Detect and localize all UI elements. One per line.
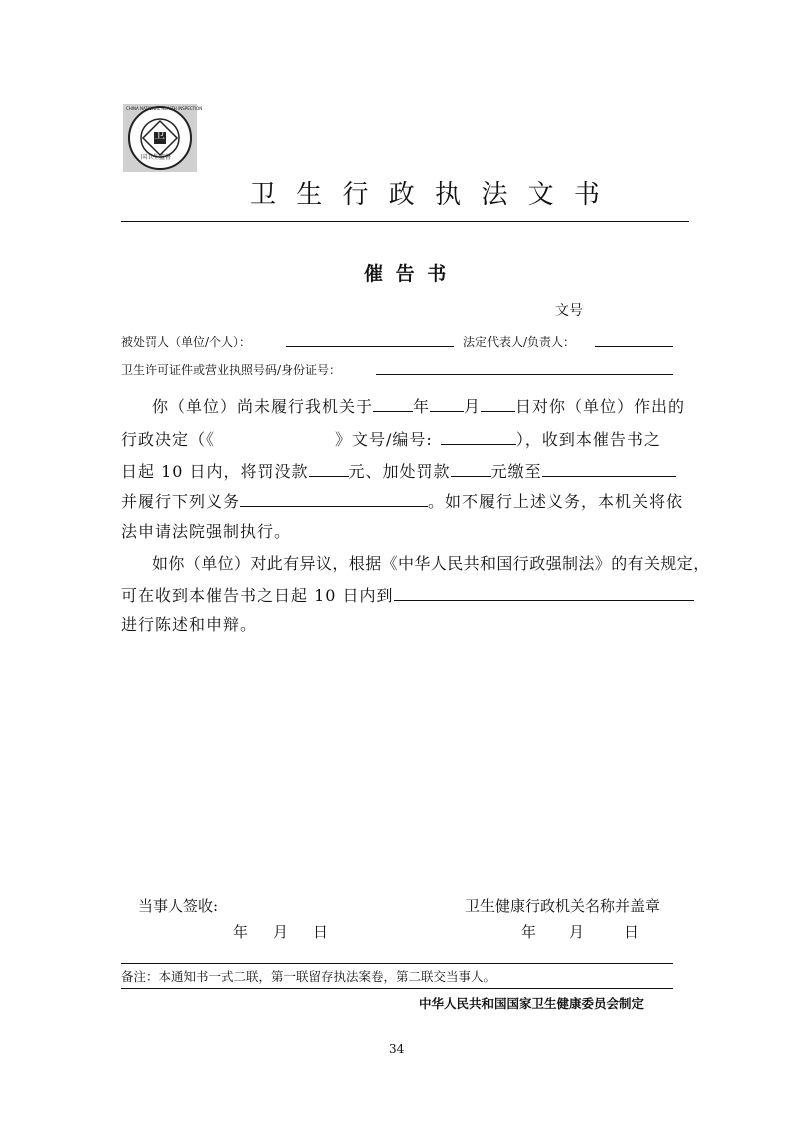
p1-text-j: 元缴至 [490, 462, 542, 481]
p1-text-f: 》文号/编号: [335, 430, 433, 449]
obligations-field[interactable] [240, 492, 428, 507]
p1-month-label: 月 [464, 397, 482, 416]
p1-text-e: 行政决定（《 [121, 430, 216, 449]
p1-text-l: 。如不履行上述义务，本机关将依 [428, 492, 684, 511]
seal-center-glyph: 卫 [154, 128, 165, 141]
agency-date-month: 月 [569, 923, 585, 941]
p1-text-k: 并履行下列义务 [121, 492, 241, 511]
hearing-location-field[interactable] [394, 586, 694, 601]
license-label: 卫生许可证件或营业执照号码/身份证号： [121, 363, 342, 377]
p1-year-label: 年 [413, 397, 431, 416]
party-label: 被处罚人（单位/个人）： [121, 335, 252, 349]
seal-bottom-text: 国卫生监督 [141, 154, 172, 161]
paragraph-1-line-4 [121, 489, 683, 512]
paragraph-1-line-5: 法申请法院强制执行。 [121, 522, 292, 541]
payment-destination-field[interactable] [542, 462, 676, 477]
p2-text-b: 可在收到本催告书之日起 10 日内到 [121, 586, 394, 605]
decision-year-field[interactable] [373, 397, 413, 412]
decision-day-field[interactable] [481, 397, 515, 412]
party-date-day: 日 [313, 923, 329, 941]
agency-date-day: 日 [624, 923, 640, 941]
footer-rule-bottom [121, 988, 673, 989]
seal-ring-text: CHINA NATIONAL HEALTH INSPECTION [126, 106, 203, 111]
p1-text-g: ），收到本催告书之 [515, 430, 661, 449]
document-title: 催 告 书 [364, 263, 450, 285]
legal-rep-field[interactable] [595, 346, 673, 347]
paragraph-1-line-1 [152, 394, 685, 417]
penalty-amount-field[interactable] [451, 462, 491, 477]
doc-number-label: 文号 [555, 303, 583, 319]
party-sign-label: 当事人签收: [138, 897, 219, 915]
agency-seal-label: 卫生健康行政机关名称并盖章 [465, 897, 661, 915]
party-date-month: 月 [273, 923, 289, 941]
issuer-label: 中华人民共和国国家卫生健康委员会制定 [419, 996, 645, 1011]
decision-month-field[interactable] [430, 397, 464, 412]
paragraph-1-line-3 [121, 459, 676, 482]
p1-text-a: 你（单位）尚未履行我机关于 [152, 397, 374, 416]
paragraph-2-line-2 [121, 583, 694, 606]
license-number-field[interactable] [376, 374, 673, 375]
party-date-year: 年 [233, 923, 249, 941]
p1-text-h: 日起 10 日内，将罚没款 [121, 462, 309, 481]
footer-rule [121, 963, 673, 964]
confiscation-amount-field[interactable] [309, 462, 349, 477]
paragraph-2-line-3: 进行陈述和申辩。 [121, 615, 258, 634]
header-rule [121, 221, 689, 222]
legal-rep-label: 法定代表人/负责人： [463, 335, 576, 349]
decision-number-field[interactable] [441, 430, 516, 445]
header-title: 卫 生 行 政 执 法 文 书 [250, 180, 606, 210]
footer-note: 备注：本通知书一式二联，第一联留存执法案卷，第二联交当事人。 [121, 969, 497, 984]
p1-text-d: 日对你（单位）作出的 [515, 397, 686, 416]
paragraph-2-line-1: 如你（单位）对此有异议，根据《中华人民共和国行政强制法》的有关规定， [152, 554, 710, 573]
p1-text-i: 元、加处罚款 [348, 462, 451, 481]
paragraph-1-line-2 [121, 427, 661, 450]
agency-date-year: 年 [521, 923, 537, 941]
page-number: 34 [389, 1042, 405, 1056]
party-name-field[interactable] [286, 346, 454, 347]
